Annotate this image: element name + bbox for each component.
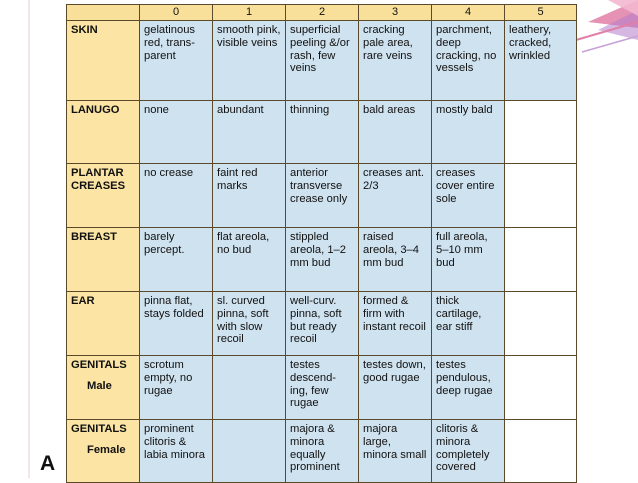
table-cell: flat areola, no bud (213, 228, 286, 292)
table-cell: well-curv. pinna, soft but ready recoil (286, 292, 359, 356)
table-cell: mostly bald (432, 101, 505, 164)
score-header: 0 (140, 5, 213, 21)
row-label-main: GENITALS (71, 359, 127, 371)
table-cell: stippled areola, 1–2 mm bud (286, 228, 359, 292)
row-label: PLANTAR CREASES (67, 164, 140, 228)
table-cell: thick cartilage, ear stiff (432, 292, 505, 356)
table-cell: testes pendulous, deep rugae (432, 356, 505, 420)
table-row (67, 292, 577, 356)
table-cell: clitoris & minora completely covered (432, 420, 505, 483)
table-cell: superficial peeling &/or rash, few veins (286, 21, 359, 101)
empty-cell (505, 356, 577, 420)
table-row (67, 228, 577, 292)
table-cell: full areola, 5–10 mm bud (432, 228, 505, 292)
table-cell: majora large, minora small (359, 420, 432, 483)
table-cell: thinning (286, 101, 359, 164)
table-cell: anterior transverse crease only (286, 164, 359, 228)
table-row (67, 101, 577, 164)
table-cell: leathery, cracked, wrinkled (505, 21, 577, 101)
table-cell: testes descend- ing, few rugae (286, 356, 359, 420)
table-cell: gelatinous red, trans- parent (140, 21, 213, 101)
decorative-ribbon-icon (568, 0, 638, 60)
table-cell: faint red marks (213, 164, 286, 228)
table-row (67, 164, 577, 228)
empty-cell (505, 420, 577, 483)
table-cell: abundant (213, 101, 286, 164)
score-header: 1 (213, 5, 286, 21)
figure-label: A (40, 452, 56, 475)
score-header-row (67, 5, 577, 21)
table-cell (213, 356, 286, 420)
table-cell: cracking pale area, rare veins (359, 21, 432, 101)
score-header: 2 (286, 5, 359, 21)
table-cell: raised areola, 3–4 mm bud (359, 228, 432, 292)
table-cell: creases ant. 2/3 (359, 164, 432, 228)
table-cell: sl. curved pinna, soft with slow recoil (213, 292, 286, 356)
table-cell: barely percept. (140, 228, 213, 292)
row-label (67, 420, 140, 483)
table-row (67, 21, 577, 101)
row-label-main: GENITALS (71, 423, 127, 435)
table-cell: creases cover entire sole (432, 164, 505, 228)
score-header: 3 (359, 5, 432, 21)
ballard-maturity-table (66, 4, 577, 483)
row-label (67, 356, 140, 420)
table-cell (213, 420, 286, 483)
empty-cell (505, 292, 577, 356)
table-cell: none (140, 101, 213, 164)
table-row (67, 356, 577, 420)
row-label: BREAST (67, 228, 140, 292)
table-cell: testes down, good rugae (359, 356, 432, 420)
table-cell: bald areas (359, 101, 432, 164)
row-label: LANUGO (67, 101, 140, 164)
row-label-sub: Male (87, 379, 112, 392)
header-corner (67, 5, 140, 21)
table-cell: pinna flat, stays folded (140, 292, 213, 356)
decorative-left-border (0, 0, 60, 478)
empty-cell (505, 164, 577, 228)
table-cell: formed & firm with instant recoil (359, 292, 432, 356)
score-header: 4 (432, 5, 505, 21)
table-row (67, 420, 577, 483)
table-cell: parchment, deep cracking, no vessels (432, 21, 505, 101)
table-cell: scrotum empty, no rugae (140, 356, 213, 420)
table-cell: prominent clitoris & labia minora (140, 420, 213, 483)
empty-cell (505, 228, 577, 292)
table-cell: majora & minora equally prominent (286, 420, 359, 483)
table-cell: no crease (140, 164, 213, 228)
row-label: EAR (67, 292, 140, 356)
table-cell: smooth pink, visible veins (213, 21, 286, 101)
row-label-sub: Female (87, 443, 126, 456)
row-label: SKIN (67, 21, 140, 101)
empty-cell (505, 101, 577, 164)
score-header: 5 (505, 5, 577, 21)
